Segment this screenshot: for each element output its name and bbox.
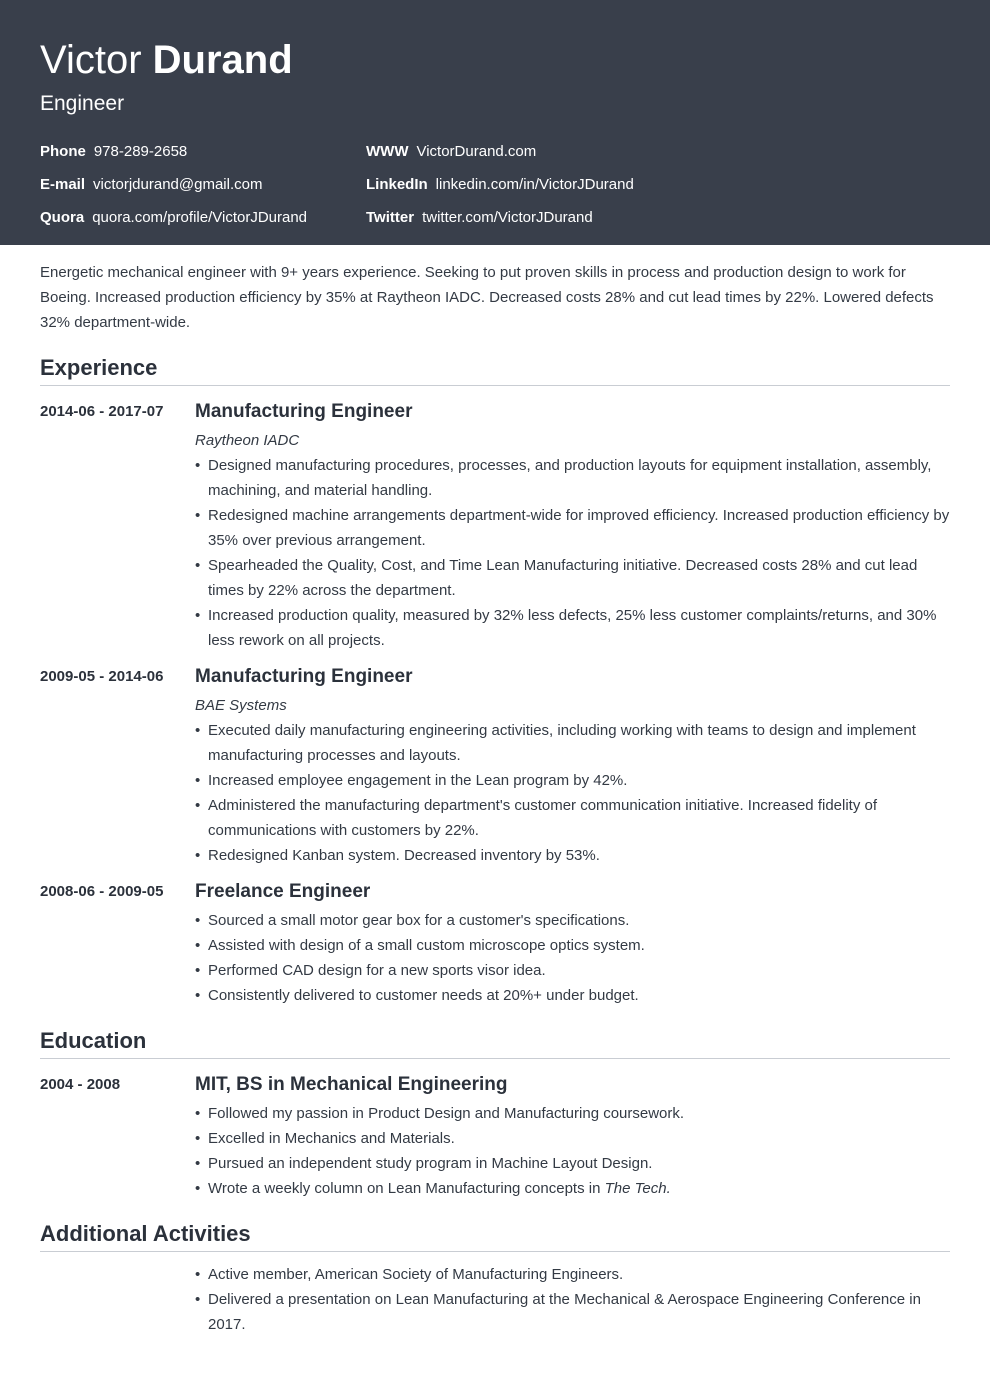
contact-value: twitter.com/VictorJDurand bbox=[422, 209, 593, 226]
list-item bbox=[195, 1101, 950, 1126]
list-item bbox=[195, 908, 950, 933]
contact-quora bbox=[40, 209, 307, 227]
last-name: Durand bbox=[152, 38, 293, 82]
education-heading: Education bbox=[40, 1028, 147, 1053]
bullet-glyph: • bbox=[195, 457, 201, 474]
bullet-glyph: • bbox=[195, 1180, 201, 1197]
list-item bbox=[195, 843, 950, 868]
contact-label: E-mail bbox=[40, 176, 86, 193]
bullet-text: Increased employee engagement in the Lean program by 42%. bbox=[208, 772, 628, 789]
list-item bbox=[195, 933, 950, 958]
bullet-glyph: • bbox=[195, 1266, 201, 1283]
bullet-glyph: • bbox=[195, 507, 201, 524]
bullet-text: Pursued an independent study program in Machine Layout Design. bbox=[208, 1155, 653, 1172]
resume-header bbox=[0, 0, 990, 245]
list-item bbox=[195, 503, 950, 553]
job-title: Engineer bbox=[40, 92, 125, 115]
bullet-text: Wrote a weekly column on Lean Manufacturing concepts in bbox=[208, 1180, 605, 1197]
section-divider bbox=[40, 385, 950, 386]
list-item bbox=[195, 768, 950, 793]
list-item bbox=[195, 1126, 950, 1151]
contact-value: 978-289-2658 bbox=[93, 143, 188, 160]
bullet-text: Designed manufacturing procedures, processes, and production layouts for equipment installation, assembly, machining, and material handling. bbox=[208, 457, 932, 499]
education-bullet-list bbox=[195, 1101, 950, 1201]
contact-label: Quora bbox=[40, 209, 85, 226]
contact-label: Phone bbox=[40, 143, 86, 160]
bullet-text: Followed my passion in Product Design and Manufacturing coursework. bbox=[208, 1105, 685, 1122]
bullet-text: Active member, American Society of Manufacturing Engineers. bbox=[208, 1266, 624, 1283]
job-role: Freelance Engineer bbox=[195, 881, 371, 902]
bullet-glyph: • bbox=[195, 772, 201, 789]
bullet-text: Performed CAD design for a new sports visor idea. bbox=[208, 962, 546, 979]
experience-heading: Experience bbox=[40, 355, 158, 380]
list-item bbox=[195, 1262, 950, 1287]
bullet-glyph: • bbox=[195, 847, 201, 864]
list-item bbox=[195, 983, 950, 1008]
bullet-text: Delivered a presentation on Lean Manufacturing at the Mechanical & Aerospace Engineering Conference in 2017. bbox=[208, 1291, 921, 1333]
section-divider bbox=[40, 1058, 950, 1059]
list-item bbox=[195, 1176, 950, 1201]
profile-summary: Energetic mechanical engineer with 9+ years experience. Seeking to put proven skills in process and production design to work for Boeing. Increased production efficiency by 35% at Raytheon IADC. Decreased costs 28% and cut lead times by 22%. Lowered defects 32% department-wide. bbox=[40, 264, 934, 331]
job-bullet-list bbox=[195, 908, 950, 1008]
contact-phone bbox=[40, 143, 187, 161]
bullet-text: Redesigned machine arrangements department-wide for improved efficiency. Increased production efficiency by 35% over previous arrangement. bbox=[208, 507, 950, 549]
bullet-text: Consistently delivered to customer needs at 20%+ under budget. bbox=[208, 987, 639, 1004]
activities-bullet-list bbox=[195, 1262, 950, 1337]
list-item bbox=[195, 453, 950, 503]
job-dates: 2014-06 - 2017-07 bbox=[40, 403, 164, 420]
contact-www bbox=[366, 143, 536, 161]
job-role: Manufacturing Engineer bbox=[195, 401, 413, 422]
contact-twitter bbox=[366, 209, 593, 227]
contact-label: LinkedIn bbox=[366, 176, 428, 193]
list-item bbox=[195, 718, 950, 768]
bullet-glyph: • bbox=[195, 987, 201, 1004]
contact-label: Twitter bbox=[366, 209, 415, 226]
job-company: BAE Systems bbox=[195, 697, 287, 714]
job-dates: 2009-05 - 2014-06 bbox=[40, 668, 164, 685]
bullet-text: Administered the manufacturing department's customer communication initiative. Increased fidelity of communications with customers by 22%. bbox=[208, 797, 878, 839]
list-item bbox=[195, 1151, 950, 1176]
bullet-text: Spearheaded the Quality, Cost, and Time Lean Manufacturing initiative. Decreased costs 28% and cut lead times by 22% across the department. bbox=[208, 557, 918, 599]
bullet-glyph: • bbox=[195, 1130, 201, 1147]
job-role: Manufacturing Engineer bbox=[195, 666, 413, 687]
job-bullet-list bbox=[195, 718, 950, 868]
list-item bbox=[195, 603, 950, 653]
first-name: Victor bbox=[40, 38, 142, 82]
bullet-glyph: • bbox=[195, 607, 201, 624]
bullet-glyph: • bbox=[195, 937, 201, 954]
contact-value: linkedin.com/in/VictorJDurand bbox=[435, 176, 634, 193]
bullet-glyph: • bbox=[195, 557, 201, 574]
contact-value: quora.com/profile/VictorJDurand bbox=[92, 209, 308, 226]
contact-linkedin bbox=[366, 176, 634, 194]
education-dates: 2004 - 2008 bbox=[40, 1076, 121, 1093]
education-degree: MIT, BS in Mechanical Engineering bbox=[195, 1074, 508, 1095]
activities-heading: Additional Activities bbox=[40, 1221, 251, 1246]
bullet-text: Assisted with design of a small custom microscope optics system. bbox=[208, 937, 645, 954]
bullet-text: Redesigned Kanban system. Decreased inventory by 53%. bbox=[208, 847, 600, 864]
job-company: Raytheon IADC bbox=[195, 432, 300, 449]
bullet-glyph: • bbox=[195, 1155, 201, 1172]
bullet-text: Sourced a small motor gear box for a customer's specifications. bbox=[208, 912, 630, 929]
bullet-text: Increased production quality, measured by 32% less defects, 25% less customer complaints/returns, and 30% less rework on all projects. bbox=[208, 607, 937, 649]
candidate-name bbox=[40, 36, 293, 84]
section-divider bbox=[40, 1251, 950, 1252]
publication-title: The Tech. bbox=[604, 1180, 671, 1197]
list-item bbox=[195, 1287, 950, 1337]
bullet-glyph: • bbox=[195, 912, 201, 929]
job-bullet-list bbox=[195, 453, 950, 653]
bullet-glyph: • bbox=[195, 1105, 201, 1122]
bullet-glyph: • bbox=[195, 1291, 201, 1308]
contact-email bbox=[40, 176, 262, 194]
contact-value: VictorDurand.com bbox=[416, 143, 537, 160]
bullet-glyph: • bbox=[195, 962, 201, 979]
bullet-glyph: • bbox=[195, 797, 201, 814]
job-dates: 2008-06 - 2009-05 bbox=[40, 883, 164, 900]
bullet-text: Excelled in Mechanics and Materials. bbox=[208, 1130, 455, 1147]
bullet-glyph: • bbox=[195, 722, 201, 739]
list-item bbox=[195, 958, 950, 983]
list-item bbox=[195, 793, 950, 843]
bullet-text: Executed daily manufacturing engineering activities, including working with teams to design and implement manufacturing processes and layouts. bbox=[208, 722, 916, 764]
contact-label: WWW bbox=[366, 143, 409, 160]
list-item bbox=[195, 553, 950, 603]
contact-value: victorjdurand@gmail.com bbox=[93, 176, 263, 193]
